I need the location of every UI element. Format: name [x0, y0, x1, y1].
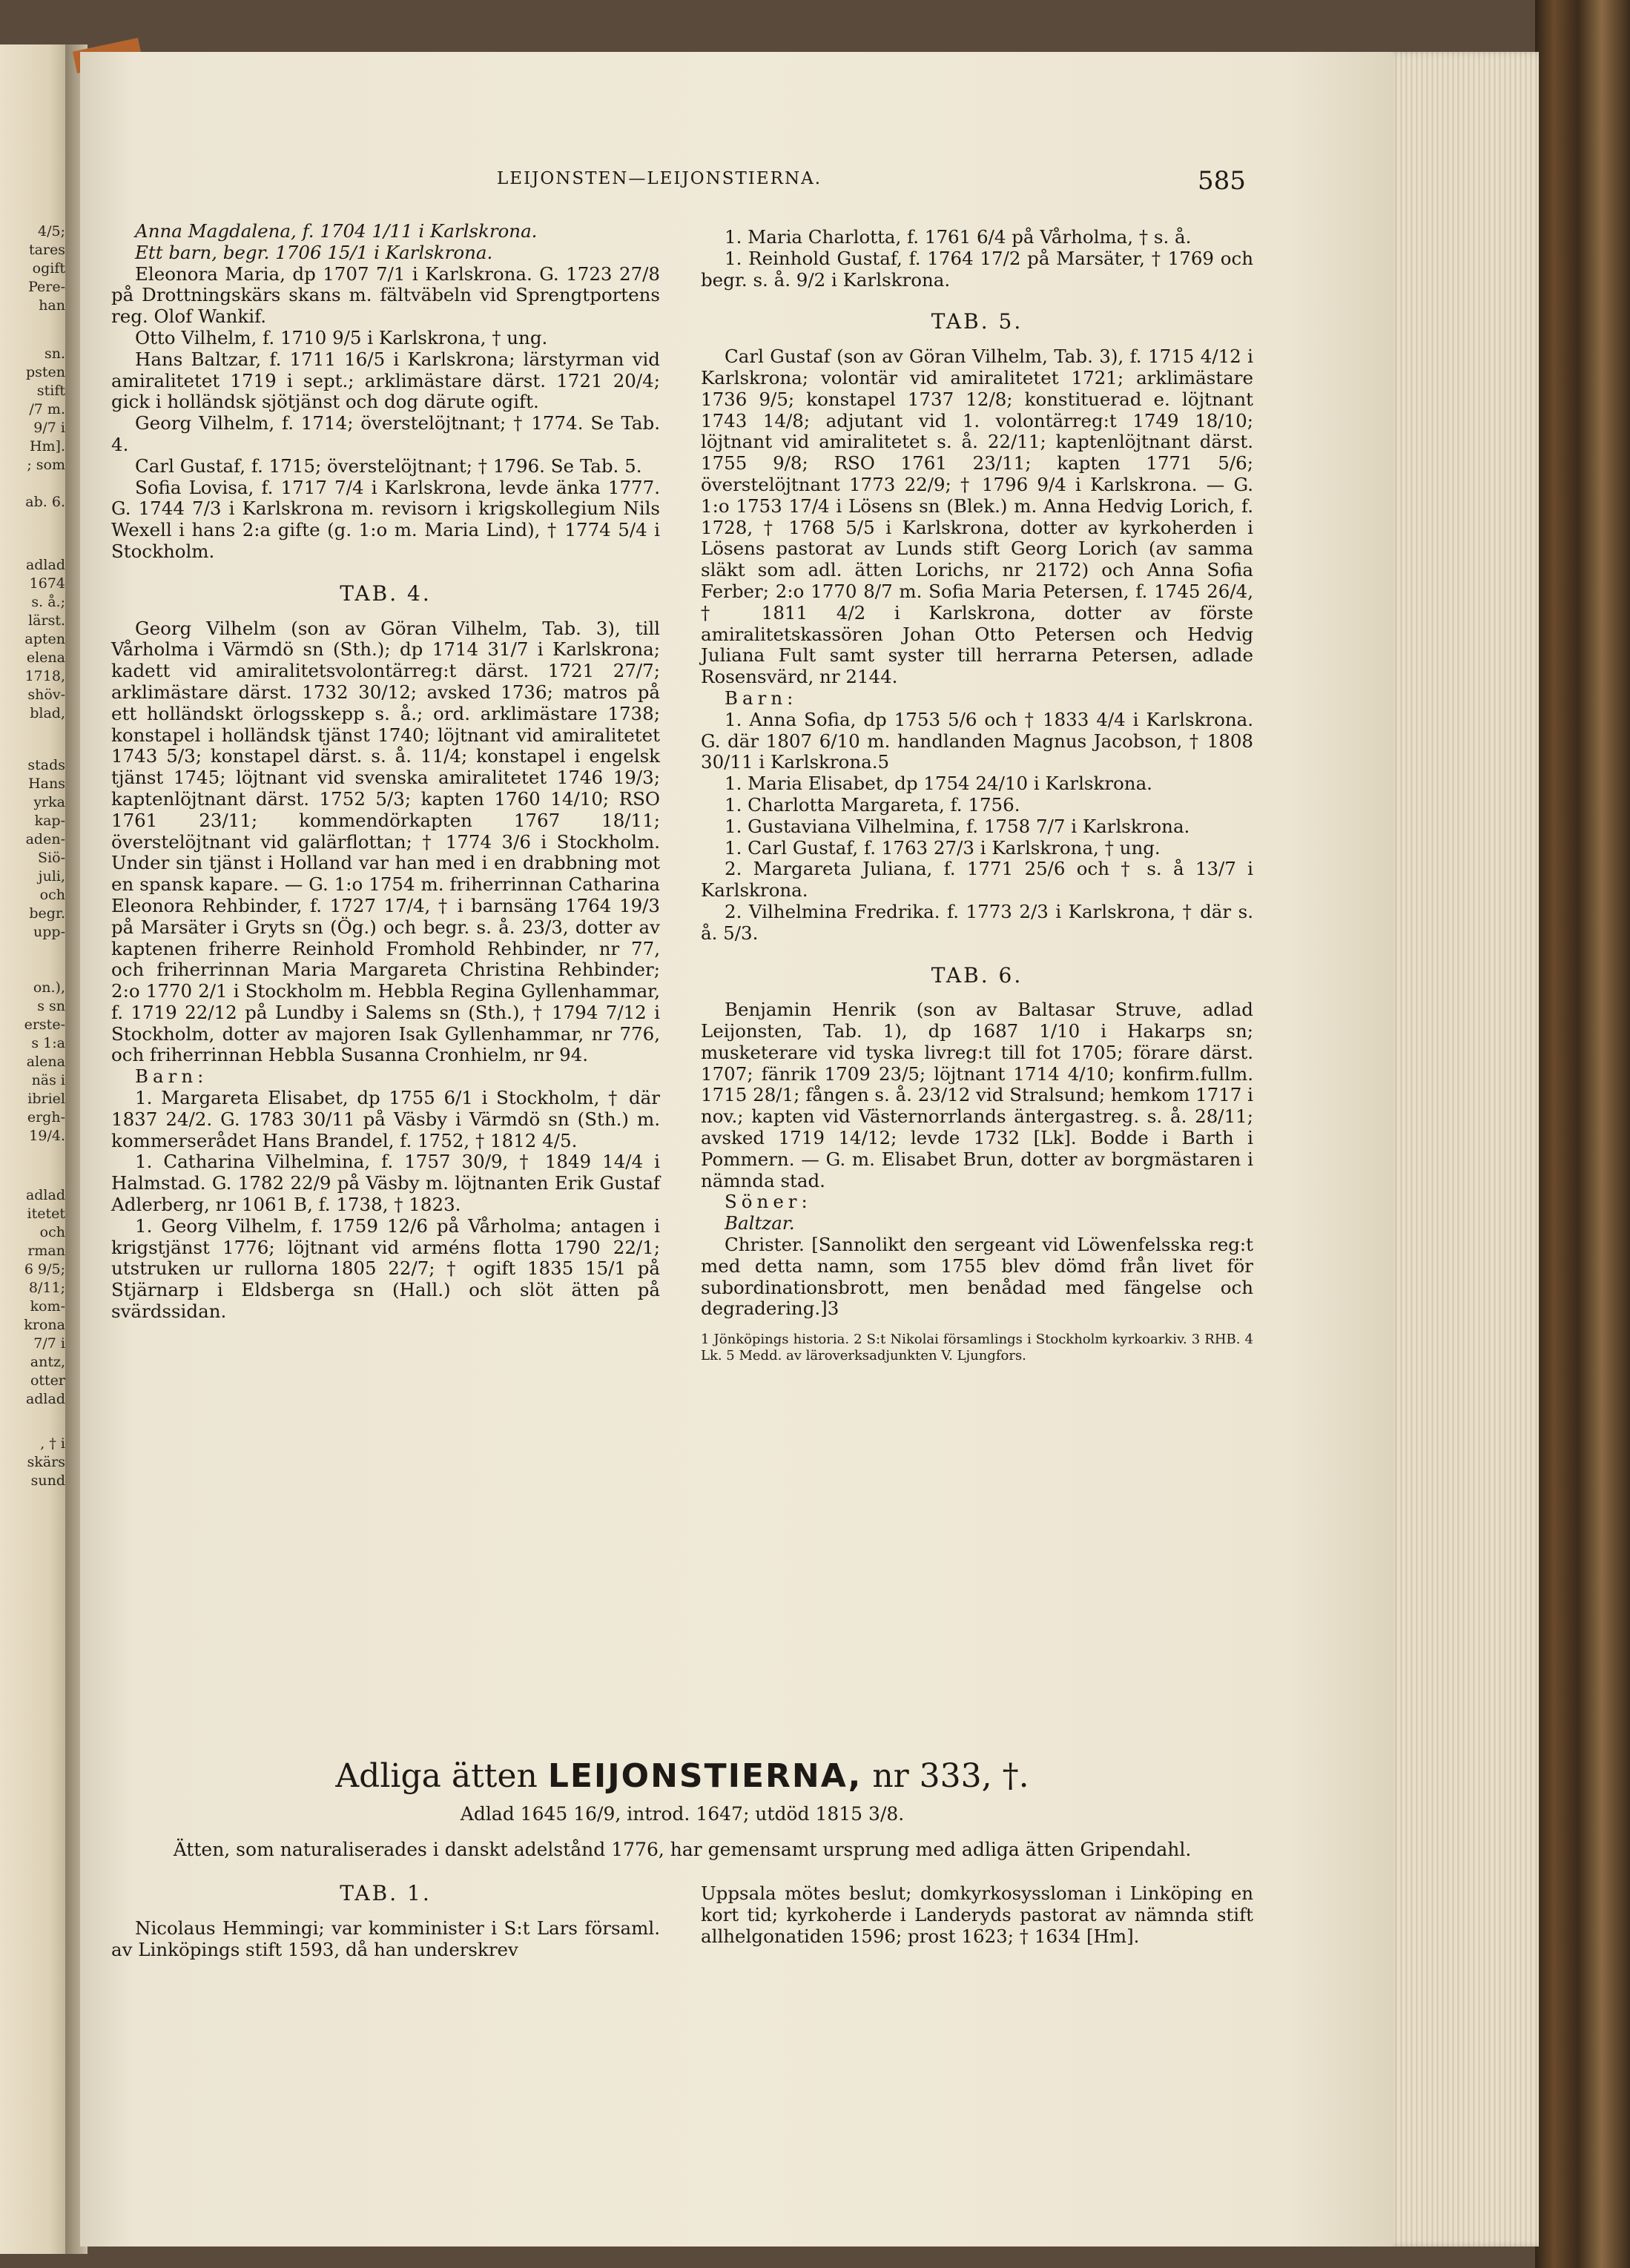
left-margin-line: han	[39, 297, 65, 314]
child-entry: 1. Gustaviana Vilhelmina, f. 1758 7/7 i Karlskrona.	[725, 815, 1190, 837]
left-margin-line: 8/11;	[28, 1280, 65, 1296]
left-margin-line: s. å.;	[31, 594, 65, 610]
entry: Eleonora Maria, dp 1707 7/1 i Karlskrona. G. 1723 27/8 på Drottningskärs skans m. fältväbeln vid Sprengtportens reg. Olof Wankif.	[111, 262, 660, 328]
left-margin-line: Pere-	[28, 279, 65, 295]
left-margin-line: shöv-	[27, 687, 65, 703]
child-entry: 2. Margareta Juliana, f. 1771 25/6 och † s. å 13/7 i Karlskrona.	[701, 858, 1253, 902]
child-entry: 1. Maria Elisabet, dp 1754 24/10 i Karlskrona.	[725, 773, 1152, 795]
left-margin-line: upp-	[33, 924, 65, 940]
left-margin-line: adlad	[25, 1187, 65, 1203]
left-margin-line: apten	[24, 631, 65, 647]
entry: Georg Vilhelm, f. 1714; överstelöjtnant; † 1774. Se Tab. 4.	[111, 412, 660, 455]
footnotes: 1 Jönköpings historia. 2 S:t Nikolai församlings i Stockholm kyrkoarkiv. 3 RHB. 4 Lk. 5 Medd. av läroverksadjunkten V. Ljungfors.	[701, 1332, 1253, 1364]
left-margin-line: alena	[26, 1054, 65, 1070]
left-margin-line: lärst.	[28, 612, 65, 629]
left-margin-line: Siö-	[38, 850, 65, 866]
left-margin-line: kom-	[30, 1298, 65, 1315]
entry: Otto Vilhelm, f. 1710 9/5 i Karlskrona, † ung.	[135, 326, 548, 348]
left-margin-line: s 1:a	[31, 1035, 65, 1051]
left-margin-line: /7 m.	[29, 401, 65, 417]
tab-6-heading: TAB. 6.	[931, 962, 1023, 988]
left-column	[111, 221, 660, 1323]
entry: 1. Maria Charlotta, f. 1761 6/4 på Vårholma, † s. å.	[725, 226, 1192, 248]
left-margin-line: stads	[27, 757, 65, 773]
left-margin-line: näs i	[31, 1072, 65, 1088]
left-margin-line: yrka	[33, 794, 65, 810]
child-entry: 1. Georg Vilhelm, f. 1759 12/6 på Vårholma; antagen i krigstjänst 1776; löjtnant vid arméns flotta 1790 22/1; utstruken ur rullorna 1805 22/7; † ogift 1835 15/1 på Stjärnarp i Eldsberga sn (Hall.) och slöt ätten på svärdssidan.	[111, 1214, 660, 1323]
entry: Hans Baltzar, f. 1711 16/5 i Karlskrona; lärstyrman vid amiralitetet 1719 i sept.; arklimästare därst. 1721 20/4; gick i holländsk sjötjänst och dog därute ogift.	[111, 348, 660, 413]
left-margin-line: , † i	[40, 1435, 65, 1452]
left-margin-line: ibriel	[27, 1091, 65, 1107]
left-margin-line: 1674	[29, 575, 65, 592]
left-margin-line: s sn	[37, 998, 65, 1014]
child-entry: 1. Carl Gustaf, f. 1763 27/3 i Karlskrona, † ung.	[725, 836, 1161, 859]
left-margin-line: blad,	[30, 705, 65, 721]
left-margin-line: adlad	[25, 557, 65, 573]
left-margin-line: erste-	[24, 1016, 65, 1033]
left-margin-line: 6 9/5;	[24, 1261, 65, 1277]
left-margin-line: psten	[25, 364, 65, 380]
left-margin-line: ogift	[32, 260, 65, 277]
entry: 1. Reinhold Gustaf, f. 1764 17/2 på Marsäter, † 1769 och begr. s. å. 9/2 i Karlskrona.	[701, 247, 1253, 291]
left-margin-line: Hm].	[29, 438, 65, 454]
soner-label: Söner:	[725, 1191, 812, 1213]
left-margin-line: tares	[28, 242, 65, 258]
left-margin-line: juli,	[38, 868, 65, 885]
left-margin-line: kap-	[34, 813, 65, 829]
book-cover-edge	[1535, 0, 1630, 2268]
left-margin-line: och	[39, 887, 65, 903]
left-margin-line: elena	[26, 649, 65, 666]
entry: Anna Magdalena, f. 1704 1/11 i Karlskrona.	[135, 220, 538, 242]
left-margin-line: 7/7 i	[33, 1335, 65, 1352]
tab-6-body: Benjamin Henrik (son av Baltasar Struve, adlad Leijonsten, Tab. 1), dp 1687 1/10 i Hakarps sn; musketerare vid tyska livreg:t till fot 1705; förare därst. 1707; fänrik 1709 23/5; löjtnant 1714 4/10; konfirm.fullm. 1715 28/1; fången s. å. 23/12 vid Stralsund; hemkom 1717 i nov.; kapten vid Västernorrlands äntergastreg. s. å. 28/11; avsked 1719 14/12; levde 1732 [Lk]. Bodde i Barth i Pommern. — G. m. Elisabet Brun, dotter av borgmästaren i nämnda stad.	[701, 999, 1254, 1191]
left-margin-line: 4/5;	[38, 223, 65, 239]
left-margin-line: krona	[24, 1317, 65, 1333]
left-margin-line: 19/4.	[29, 1128, 65, 1144]
left-margin-line: sn.	[44, 346, 65, 362]
child-entry: 1. Catharina Vilhelmina, f. 1757 30/9, † 1849 14/4 i Halmstad. G. 1782 22/9 på Väsby m. löjtnanten Erik Gustaf Adlerberg, nr 1061 B, f. 1738, † 1823.	[111, 1151, 660, 1216]
tab-4-body: Georg Vilhelm (son av Göran Vilhelm, Tab. 3), till Vårholma i Värmdö sn (Sth.); dp 1714 31/7 i Karlskrona; kadett vid amiralitetsvolontärreg:t därst. 1721 27/7; arklimästare därst. 1732 30/12; avsked 1736; matros på ett holländskt örlogsskepp s. å.; ord. arklimästare 1738; konstapel i holländsk tjänst 1740; löjtnant vid amiralitetet 1743 5/3; konstapel därst. s. å. 11/4; konstapel i engelsk tjänst 1745; löjtnant vid svenska amiralitetet 1746 19/3; kaptenlöjtnant därst. 1752 5/3; kapten 1760 14/10; RSO 1761 23/11; kommendörkapten 1767 18/11; överstelöjtnant vid galärflottan; † 1774 3/6 i Stockholm. Under sin tjänst i Holland var han med i en drabbning mot en spansk kapare. — G. 1:o 1754 m. friherrinnan Catharina Eleonora Rehbinder, f. 1727 17/4, † i barnsäng 1764 19/3 på Marsäter i Gryts sn (Ög.) och begr. s. å. 23/3, dotter av kaptenen friherre Reinhold Fromhold Rehbinder, nr 77, och friherrinnan Maria Margareta Christina Rehbinder; 2:o 1770 2/1 i Stockholm m. Hebbla Regina Gyllenhammar, f. 1719 22/12 på Lundby i Salems sn (Sth.), † 1794 7/12 i Stockholm, dotter av majoren Isak Gyllenhammar, nr 776, och friherrinnan Hebbla Susanna Cronhielm, nr 94.	[111, 617, 660, 1066]
family-heading-prefix: Adliga ätten	[335, 1757, 538, 1795]
barn-label: Barn:	[725, 687, 798, 709]
tab-1-body: Nicolaus Hemmingi; var komminister i S:t Lars församl. av Linköpings stift 1593, då han underskrev	[111, 1917, 660, 1960]
tab-1-body-continued: Uppsala mötes beslut; domkyrkosyssloman i Linköping en kort tid; kyrkoherde i Landeryds pastorat av nämnda stift allhelgonatiden 1596; prost 1623; † 1634 [Hm].	[701, 1882, 1253, 1947]
left-margin-line: sund	[30, 1472, 65, 1489]
bottom-right-column	[701, 1883, 1253, 1947]
tab-5-body: Carl Gustaf (son av Göran Vilhelm, Tab. 3), f. 1715 4/12 i Karlskrona; volontär vid amiralitetet 1721; arklimästare 1736 9/5; konstapel 1737 12/8; konstituerad e. löjtnant 1743 14/8; adjutant vid 1. volontärreg:t 1749 18/10; löjtnant vid amiralitetet s. å. 22/11; kaptenlöjtnant därst. 1755 9/8; RSO 1761 23/11; kapten 1771 5/6; överstelöjtnant 1773 22/9; † 1796 9/4 i Karlskrona. — G. 1:o 1753 17/4 i Lösens sn (Blek.) m. Anna Hedvig Lorich, f. 1728, † 1768 5/5 i Karlskrona, dotter av kyrkoherden i Lösens pastorat av Lunds stift Georg Lorich (av samma släkt som adl. ätten Lorichs, nr 2172) och Anna Sofia Ferber; 2:o 1770 8/7 m. Sofia Maria Petersen, f. 1745 26/4, † 1811 4/2 i Karlskrona, dotter av förste amiralitetskassören Johan Otto Petersen och Hedvig Juliana Fult samt syster till herrarna Petersen, adlade Rosensvärd, nr 2144.	[701, 346, 1253, 688]
left-margin-line: 1718,	[24, 668, 65, 684]
left-margin-line: ergh-	[27, 1109, 65, 1125]
family-heading-suffix: nr 333, †.	[872, 1757, 1029, 1795]
left-margin-line: itetet	[27, 1206, 65, 1222]
entry: Sofia Lovisa, f. 1717 7/4 i Karlskrona, levde änka 1777. G. 1744 7/3 i Karlskrona m. revisorn i krigskollegium Nils Wexell i hans 2:a gifte (g. 1:o m. Maria Lind), † 1774 5/4 i Stockholm.	[111, 476, 660, 562]
ennoblement-line: Adlad 1645 16/9, introd. 1647; utdöd 1815 3/8.	[460, 1803, 905, 1825]
right-column	[701, 227, 1253, 1364]
tab-1-heading: TAB. 1.	[340, 1881, 432, 1905]
left-margin-line: begr.	[29, 905, 65, 922]
tab-5-heading: TAB. 5.	[931, 309, 1023, 334]
left-margin-line: otter	[30, 1372, 65, 1389]
page-number: 585	[1198, 166, 1246, 196]
page-block-edge	[1387, 52, 1539, 2246]
left-margin-line: stift	[36, 383, 65, 399]
child-entry: 1. Charlotta Margareta, f. 1756.	[725, 793, 1020, 816]
running-head: LEIJONSTEN—LEIJONSTIERNA.	[497, 169, 822, 188]
left-margin-line: aden-	[25, 831, 65, 847]
child-entry: 2. Vilhelmina Fredrika. f. 1773 2/3 i Karlskrona, † där s. å. 5/3.	[701, 900, 1253, 944]
left-margin-line: Hans	[28, 776, 65, 792]
tab-4-heading: TAB. 4.	[340, 581, 432, 606]
bottom-left-column	[111, 1883, 660, 1960]
left-margin-line: adlad	[25, 1391, 65, 1407]
child-entry: 1. Margareta Elisabet, dp 1755 6/1 i Stockholm, † där 1837 24/2. G. 1783 30/11 på Väsby i Värmdö sn (Sth.) m. kommerserådet Hans Brandel, f. 1752, † 1812 4/5.	[111, 1087, 660, 1151]
son-entry: Christer. [Sannolikt den sergeant vid Löwenfelsska reg:t med detta namn, som 1755 blev dömd från livet för subordinationsbrott, men benådad med fängelse och degradering.]3	[701, 1234, 1253, 1320]
left-margin-line: skärs	[27, 1454, 65, 1470]
family-heading	[111, 1757, 1253, 1795]
entry: Carl Gustaf, f. 1715; överstelöjtnant; † 1796. Se Tab. 5.	[135, 454, 642, 477]
family-surname: LEIJONSTIERNA,	[547, 1757, 862, 1795]
left-margin-line: ab. 6.	[25, 494, 65, 510]
left-margin-line: 9/7 i	[33, 420, 65, 436]
left-margin-line: antz,	[30, 1354, 65, 1370]
entry: Ett barn, begr. 1706 15/1 i Karlskrona.	[135, 241, 493, 263]
son-entry: Baltzar.	[725, 1212, 795, 1234]
left-margin-line: on.),	[33, 979, 65, 996]
left-margin-line: och	[39, 1224, 65, 1240]
child-entry: 1. Anna Sofia, dp 1753 5/6 och † 1833 4/4 i Karlskrona. G. där 1807 6/10 m. handlanden Magnus Jacobson, † 1808 30/11 i Karlskrona.5	[701, 708, 1253, 773]
left-margin-line: ; som	[27, 457, 65, 473]
origin-line: Ätten, som naturaliserades i danskt adelstånd 1776, har gemensamt ursprung med adliga ätten Gripendahl.	[173, 1839, 1192, 1860]
barn-label: Barn:	[135, 1065, 208, 1088]
left-margin-line: rman	[27, 1243, 65, 1259]
